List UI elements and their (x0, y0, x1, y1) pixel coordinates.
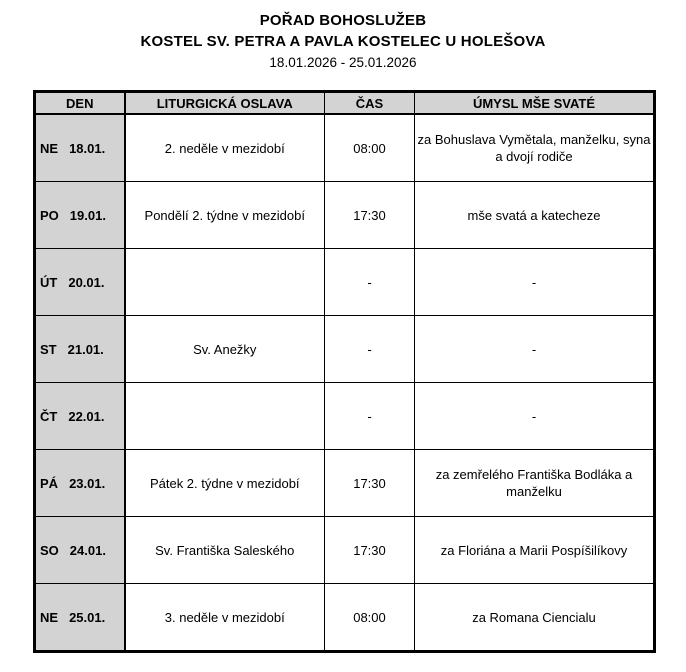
intention-text: za zemřelého Františka Bodláka a manželku (435, 467, 633, 499)
celebration-text: Sv. Františka Saleského (155, 542, 295, 558)
table-row (35, 249, 655, 316)
intention-cell (415, 249, 655, 316)
column-header-celebration: LITURGICKÁ OSLAVA (125, 92, 325, 115)
day-abbr: PÁ (40, 475, 59, 491)
time-cell: 17:30 (325, 517, 415, 584)
celebration-text: Pondělí 2. týdne v mezidobí (144, 207, 305, 223)
table-row (35, 316, 655, 383)
day-cell (35, 584, 125, 652)
day-cell (35, 249, 125, 316)
day-abbr: NE (40, 140, 59, 156)
time-cell: 17:30 (325, 450, 415, 517)
column-header-day: DEN (35, 92, 125, 115)
table-row (35, 383, 655, 450)
celebration-text: Pátek 2. týdne v mezidobí (149, 475, 300, 491)
time-cell: 08:00 (325, 584, 415, 652)
intention-cell (415, 584, 655, 652)
celebration-cell (125, 450, 325, 517)
time-cell: - (325, 316, 415, 383)
intention-cell (415, 316, 655, 383)
intention-text: za Romana Ciencialu (472, 609, 596, 625)
column-header-time: ČAS (325, 92, 415, 115)
time-cell: - (325, 249, 415, 316)
intention-text: - (531, 274, 537, 290)
page-title: POŘAD BOHOSLUŽEB (259, 12, 427, 29)
celebration-cell (125, 249, 325, 316)
intention-cell (415, 182, 655, 249)
celebration-cell (125, 584, 325, 652)
day-date: 23.01. (69, 475, 106, 491)
table-header-row (35, 92, 655, 115)
table-row (35, 114, 655, 182)
celebration-text: 3. neděle v mezidobí (164, 609, 285, 625)
date-range: 18.01.2026 - 25.01.2026 (269, 55, 417, 70)
celebration-cell (125, 316, 325, 383)
intention-cell (415, 517, 655, 584)
day-date: 18.01. (69, 140, 106, 156)
time-cell: - (325, 383, 415, 450)
church-name: KOSTEL SV. PETRA A PAVLA KOSTELEC U HOLEŠOVA (140, 33, 546, 50)
day-date: 24.01. (69, 542, 106, 558)
day-date: 21.01. (67, 341, 104, 357)
schedule-table (33, 90, 656, 653)
table-row (35, 450, 655, 517)
time-cell: 08:00 (325, 114, 415, 182)
day-date: 25.01. (69, 609, 106, 625)
celebration-text: 2. neděle v mezidobí (164, 140, 285, 156)
table-row (35, 517, 655, 584)
intention-text: - (531, 408, 537, 424)
intention-cell (415, 383, 655, 450)
day-cell (35, 114, 125, 182)
day-cell (35, 450, 125, 517)
day-cell (35, 383, 125, 450)
day-cell (35, 316, 125, 383)
day-abbr: ČT (40, 408, 58, 424)
intention-cell (415, 114, 655, 182)
intention-text: za Bohuslava Vymětala, manželku, syna a dvojí rodiče (417, 132, 651, 164)
table-row (35, 182, 655, 249)
day-abbr: ÚT (40, 274, 58, 290)
day-abbr: ST (40, 341, 57, 357)
celebration-cell (125, 517, 325, 584)
document-header (0, 0, 686, 73)
intention-cell (415, 450, 655, 517)
day-abbr: SO (40, 542, 59, 558)
column-header-intention: ÚMYSL MŠE SVATÉ (415, 92, 655, 115)
day-date: 20.01. (68, 274, 105, 290)
time-cell: 17:30 (325, 182, 415, 249)
intention-text: za Floriána a Marii Pospíšilíkovy (440, 542, 628, 558)
day-abbr: PO (40, 207, 59, 223)
table-row (35, 584, 655, 652)
celebration-cell (125, 182, 325, 249)
day-date: 19.01. (69, 207, 106, 223)
day-abbr: NE (40, 609, 59, 625)
celebration-cell (125, 114, 325, 182)
celebration-text: Sv. Anežky (193, 341, 257, 357)
day-date: 22.01. (68, 408, 105, 424)
day-cell (35, 182, 125, 249)
day-cell (35, 517, 125, 584)
intention-text: - (531, 341, 537, 357)
intention-text: mše svatá a katecheze (467, 207, 601, 223)
celebration-cell (125, 383, 325, 450)
